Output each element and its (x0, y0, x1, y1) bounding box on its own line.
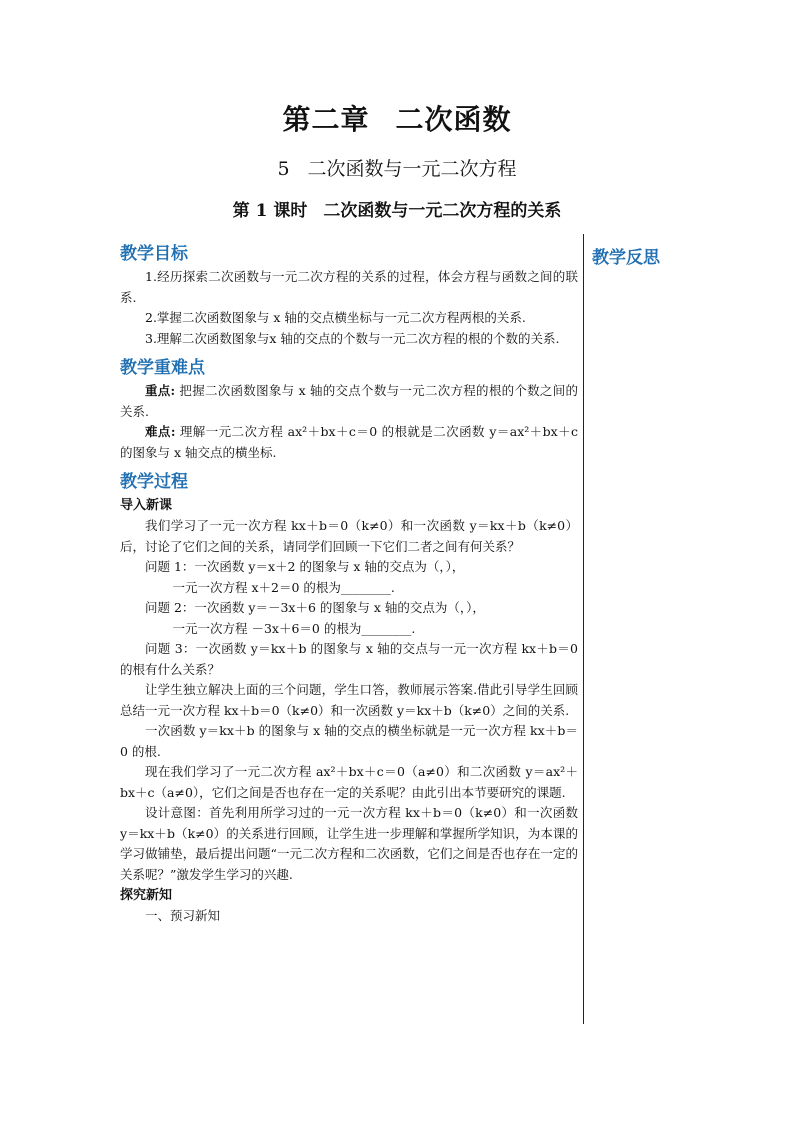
difficulty-point (120, 422, 578, 463)
objective-item: 3.理解二次函数图象与x 轴的交点的个数与一元二次方程的根的个数的关系. (145, 330, 560, 346)
key-text: 把握二次函数图象与 x 轴的交点个数与一元二次方程的根的个数之间的关系. (120, 383, 578, 419)
chapter-label: 第二章 (282, 103, 370, 136)
chapter-title (0, 98, 794, 138)
chapter-topic: 二次函数 (395, 103, 512, 136)
key-point (120, 381, 578, 422)
objective-item: 1.经历探索二次函数与一元二次方程的关系的过程，体会方程与函数之间的联系. (120, 269, 578, 305)
paragraph: 我们学习了一元一次方程 kx＋b＝0（k≠0）和一次函数 y＝kx＋b（k≠0）后，讨论了它们之间的关系，请同学们回顾一下它们二者之间有何关系？ (120, 518, 578, 554)
difficulty-text: 理解一元二次方程 ax²＋bx＋c＝0 的根就是二次函数 y＝ax²＋bx＋c 的图象与 x 轴交点的横坐标. (120, 424, 578, 460)
paragraph: 问题 2：一次函数 y＝－3x＋6 的图象与 x 轴的交点为（，）， (145, 600, 485, 615)
paragraph: 现在我们学习了一元二次方程 ax²＋bx＋c＝0（a≠0）和二次函数 y＝ax²＋bx＋c（a≠0），它们之间是否也存在一定的关系呢？由此引出本节要研究的课题. (120, 764, 578, 800)
lesson-label: 第 1 课时 (232, 201, 308, 221)
keypoints-heading: 教学重难点 (120, 358, 205, 378)
key-label: 重点: (145, 383, 176, 398)
explore-item: 一、预习新知 (145, 908, 221, 923)
objective-item: 2.掌握二次函数图象与 x 轴的交点横坐标与一元二次方程两根的关系. (145, 310, 526, 325)
intro-heading: 导入新课 (120, 498, 173, 513)
lesson-title (0, 196, 794, 221)
paragraph: 一元一次方程 －3x＋6＝0 的根为________. (172, 620, 416, 636)
difficulty-label: 难点: (145, 424, 176, 439)
process-heading: 教学过程 (120, 472, 188, 492)
explore-heading: 探究新知 (120, 888, 173, 903)
main-column (120, 243, 578, 927)
section-number: 5 (277, 158, 290, 180)
paragraph: 让学生独立解决上面的三个问题，学生口答，教师展示答案.借此引导学生回顾总结一元一次方程 kx＋b＝0（k≠0）和一次函数 y＝kx＋b（k≠0）之间的关系. (120, 682, 578, 718)
paragraph: 问题 3：一次函数 y＝kx＋b 的图象与 x 轴的交点与一元一次方程 kx＋b＝0 的根有什么关系？ (120, 641, 578, 677)
paragraph: 一次函数 y＝kx＋b 的图象与 x 轴的交点的横坐标就是一元一次方程 kx＋b＝0 的根. (120, 723, 578, 759)
reflection-heading: 教学反思 (592, 248, 660, 268)
paragraph: 问题 1：一次函数 y＝x＋2 的图象与 x 轴的交点为（，）， (145, 559, 465, 574)
section-title-text: 二次函数与一元二次方程 (307, 158, 517, 180)
lesson-title-text: 二次函数与一元二次方程的关系 (323, 201, 562, 221)
column-divider (583, 234, 584, 1024)
objectives-heading: 教学目标 (120, 244, 188, 264)
section-title (0, 154, 794, 181)
paragraph: 设计意图：首先利用所学习过的一元一次方程 kx＋b＝0（k≠0）和一次函数 y＝kx＋b（k≠0）的关系进行回顾，让学生进一步理解和掌握所学知识，为本课的学习做铺垫，最后提出问题“一元二次方程和二次函数，它们之间是否也存在一定的关系呢？”激发学生学习的兴趣. (120, 805, 578, 882)
paragraph: 一元一次方程 x＋2＝0 的根为________. (172, 579, 395, 595)
